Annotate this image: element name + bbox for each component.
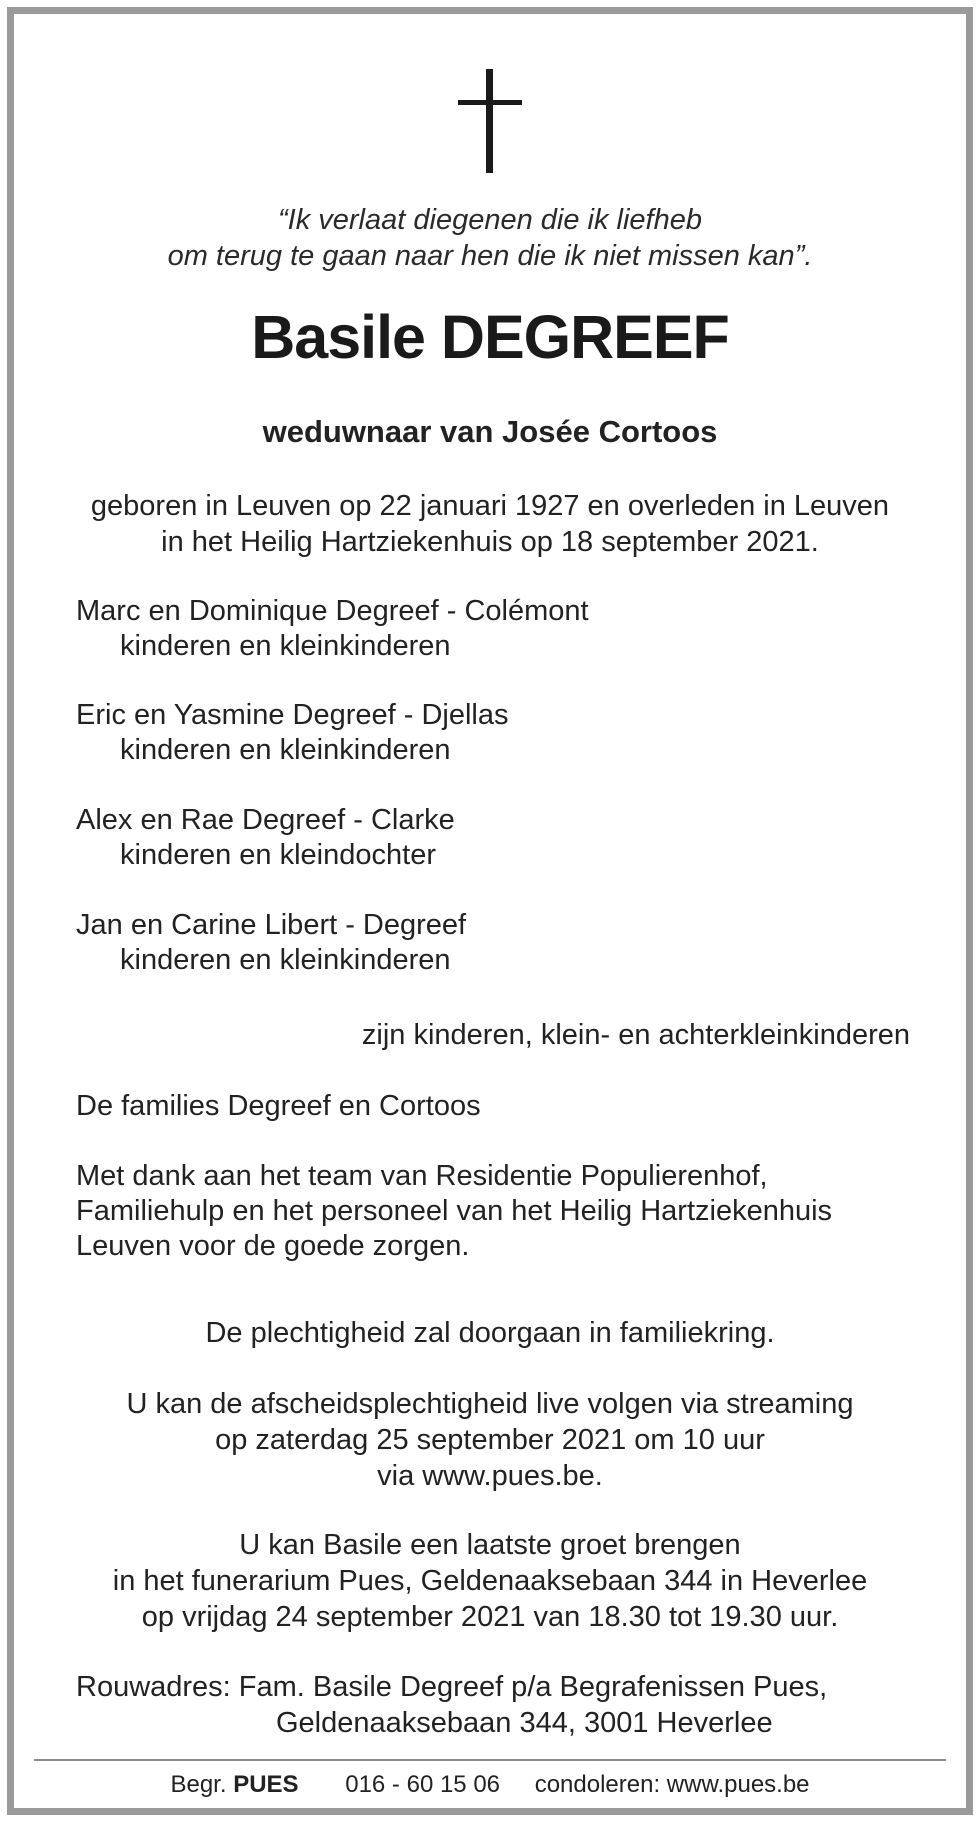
ceremony-line: De plechtigheid zal doorgaan in familiekring. <box>205 1317 775 1349</box>
footer-phone: 016 - 60 15 06 <box>345 1771 501 1798</box>
streaming-line-1: U kan de afscheidsplechtigheid live volgen via streaming <box>126 1388 854 1420</box>
widower-line: weduwnaar van Josée Cortoos <box>262 414 718 449</box>
thanks-line-2: Familiehulp en het personeel van het Heilig Hartziekenhuis <box>76 1195 833 1227</box>
quote-line-1: “Ik verlaat diegenen die ik liefheb <box>278 204 702 236</box>
obituary-content <box>44 14 936 1808</box>
visit-paragraph <box>44 1527 936 1635</box>
address-line-2: Geldenaaksebaan 344, 3001 Heverlee <box>276 1707 773 1739</box>
quote <box>44 202 936 274</box>
cross-icon <box>458 69 522 173</box>
streaming-line-2: op zaterdag 25 september 2021 om 10 uur <box>215 1424 765 1456</box>
birth-line-2: in het Heilig Hartziekenhuis op 18 september 2021. <box>161 526 819 558</box>
family-names: Jan en Carine Libert - Degreef <box>76 909 467 941</box>
deceased-name: Basile DEGREEF <box>251 303 729 371</box>
streaming-line-3: via www.pues.be. <box>377 1460 603 1492</box>
thanks-line-3: Leuven voor de goede zorgen. <box>76 1230 470 1262</box>
family-entry <box>76 803 455 873</box>
birth-death-info <box>44 488 936 560</box>
footer-prefix: Begr. <box>170 1771 227 1798</box>
footer-brand: PUES <box>233 1771 299 1798</box>
family-entry <box>76 698 509 768</box>
birth-line-1: geboren in Leuven op 22 januari 1927 en overleden in Leuven <box>90 490 890 522</box>
cross-vertical-bar <box>486 69 493 173</box>
grandchildren-line: zijn kinderen, klein- en achterkleinkinderen <box>361 1019 910 1051</box>
cross-horizontal-bar <box>458 100 522 105</box>
thanks-line-1: Met dank aan het team van Residentie Populierenhof, <box>76 1160 768 1192</box>
family-entry <box>76 594 589 664</box>
mourning-address <box>76 1669 827 1741</box>
family-entry <box>76 908 466 978</box>
obituary-frame <box>7 7 973 1815</box>
visit-line-3: op vrijdag 24 september 2021 van 18.30 tot 19.30 uur. <box>141 1601 839 1633</box>
streaming-paragraph <box>44 1386 936 1494</box>
footer <box>14 1770 966 1800</box>
family-relation: kinderen en kleinkinderen <box>120 734 451 766</box>
quote-line-2: om terug te gaan naar hen die ik niet missen kan”. <box>167 240 813 272</box>
family-names: Eric en Yasmine Degreef - Djellas <box>76 699 509 731</box>
family-names: Marc en Dominique Degreef - Colémont <box>76 595 589 627</box>
thanks-paragraph <box>76 1159 832 1264</box>
family-relation: kinderen en kleindochter <box>120 839 436 871</box>
family-names: Alex en Rae Degreef - Clarke <box>76 804 455 836</box>
footer-condolences: condoleren: www.pues.be <box>534 1771 810 1798</box>
footer-divider <box>34 1759 946 1761</box>
visit-line-1: U kan Basile een laatste groet brengen <box>239 1529 741 1561</box>
visit-line-2: in het funerarium Pues, Geldenaaksebaan 344 in Heverlee <box>112 1565 868 1597</box>
family-relation: kinderen en kleinkinderen <box>120 630 451 662</box>
family-relation: kinderen en kleinkinderen <box>120 944 451 976</box>
families-line: De families Degreef en Cortoos <box>76 1090 481 1122</box>
address-line-1: Rouwadres: Fam. Basile Degreef p/a Begrafenissen Pues, <box>76 1671 828 1703</box>
